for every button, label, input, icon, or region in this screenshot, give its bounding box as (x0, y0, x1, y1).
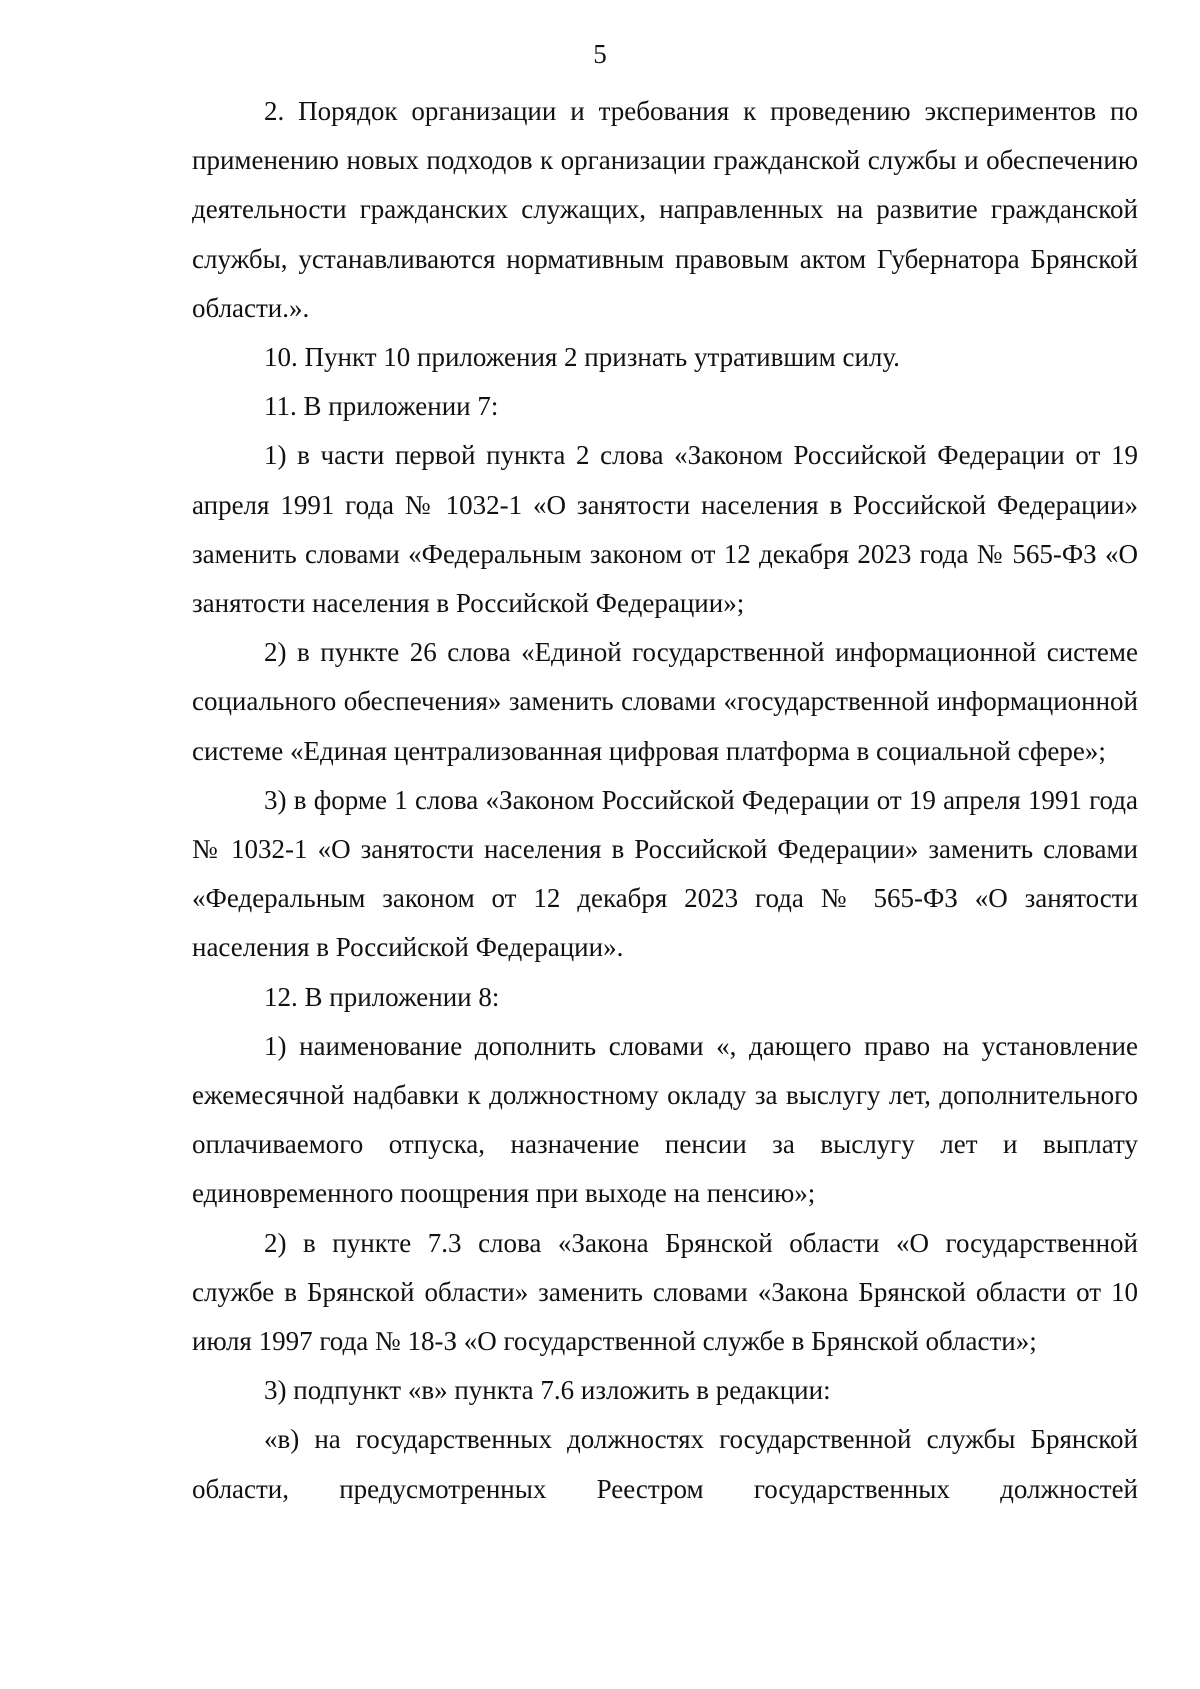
paragraph-item-12-sub-1: 1) наименование дополнить словами «, дающего право на установление ежемесячной надбавки к должностному окладу за выслугу лет, дополнительного оплачиваемого отпуска, назначение пенсии за выслугу лет и выплату единовременного поощрения при выходе на пенсию»; (192, 1030, 1138, 1209)
paragraph-item-10: 10. Пункт 10 приложения 2 признать утратившим силу. (264, 342, 900, 373)
paragraph-item-11-sub-2: 2) в пункте 26 слова «Единой государственной информационной системе социального обеспечения» заменить словами «государственной информационной системе «Единая централизованная цифровая платформа в социальной сфере»; (192, 637, 1138, 766)
page-number: 5 (593, 39, 607, 69)
paragraph-item-11-sub-3: 3) в форме 1 слова «Законом Российской Федерации от 19 апреля 1991 года № 1032-1 «О занятости населения в Российской Федерации» заменить словами «Федеральным законом от 12 декабря 2023 года № 565-ФЗ «О занятости населения в Российской Федерации». (192, 784, 1138, 963)
document-body (192, 87, 1138, 1514)
paragraph-experiment-procedure: 2. Порядок организации и требования к проведению экспериментов по применению новых подходов к организации гражданской службы и обеспечению деятельности гражданских служащих, направленных на развитие гражданской службы, устанавливаются нормативным правовым актом Губернатора Брянской области.». (192, 96, 1138, 323)
paragraph-item-11: 11. В приложении 7: (264, 391, 499, 422)
paragraph-item-12-sub-3-text: «в) на государственных должностях государственной службы Брянской области, предусмотренных Реестром государственных должностей (192, 1424, 1138, 1504)
paragraph-item-11-sub-1: 1) в части первой пункта 2 слова «Законом Российской Федерации от 19 апреля 1991 года № 1032-1 «О занятости населения в Российской Федерации» заменить словами «Федеральным законом от 12 декабря 2023 года № 565-ФЗ «О занятости населения в Российской Федерации»; (192, 440, 1138, 619)
paragraph-item-12: 12. В приложении 8: (264, 981, 500, 1012)
paragraph-item-12-sub-2: 2) в пункте 7.3 слова «Закона Брянской области «О государственной службе в Брянской области» заменить словами «Закона Брянской области от 10 июля 1997 года № 18-З «О государственной службе в Брянской области»; (192, 1227, 1138, 1357)
paragraph-item-12-sub-3: 3) подпункт «в» пункта 7.6 изложить в редакции: (264, 1375, 831, 1406)
